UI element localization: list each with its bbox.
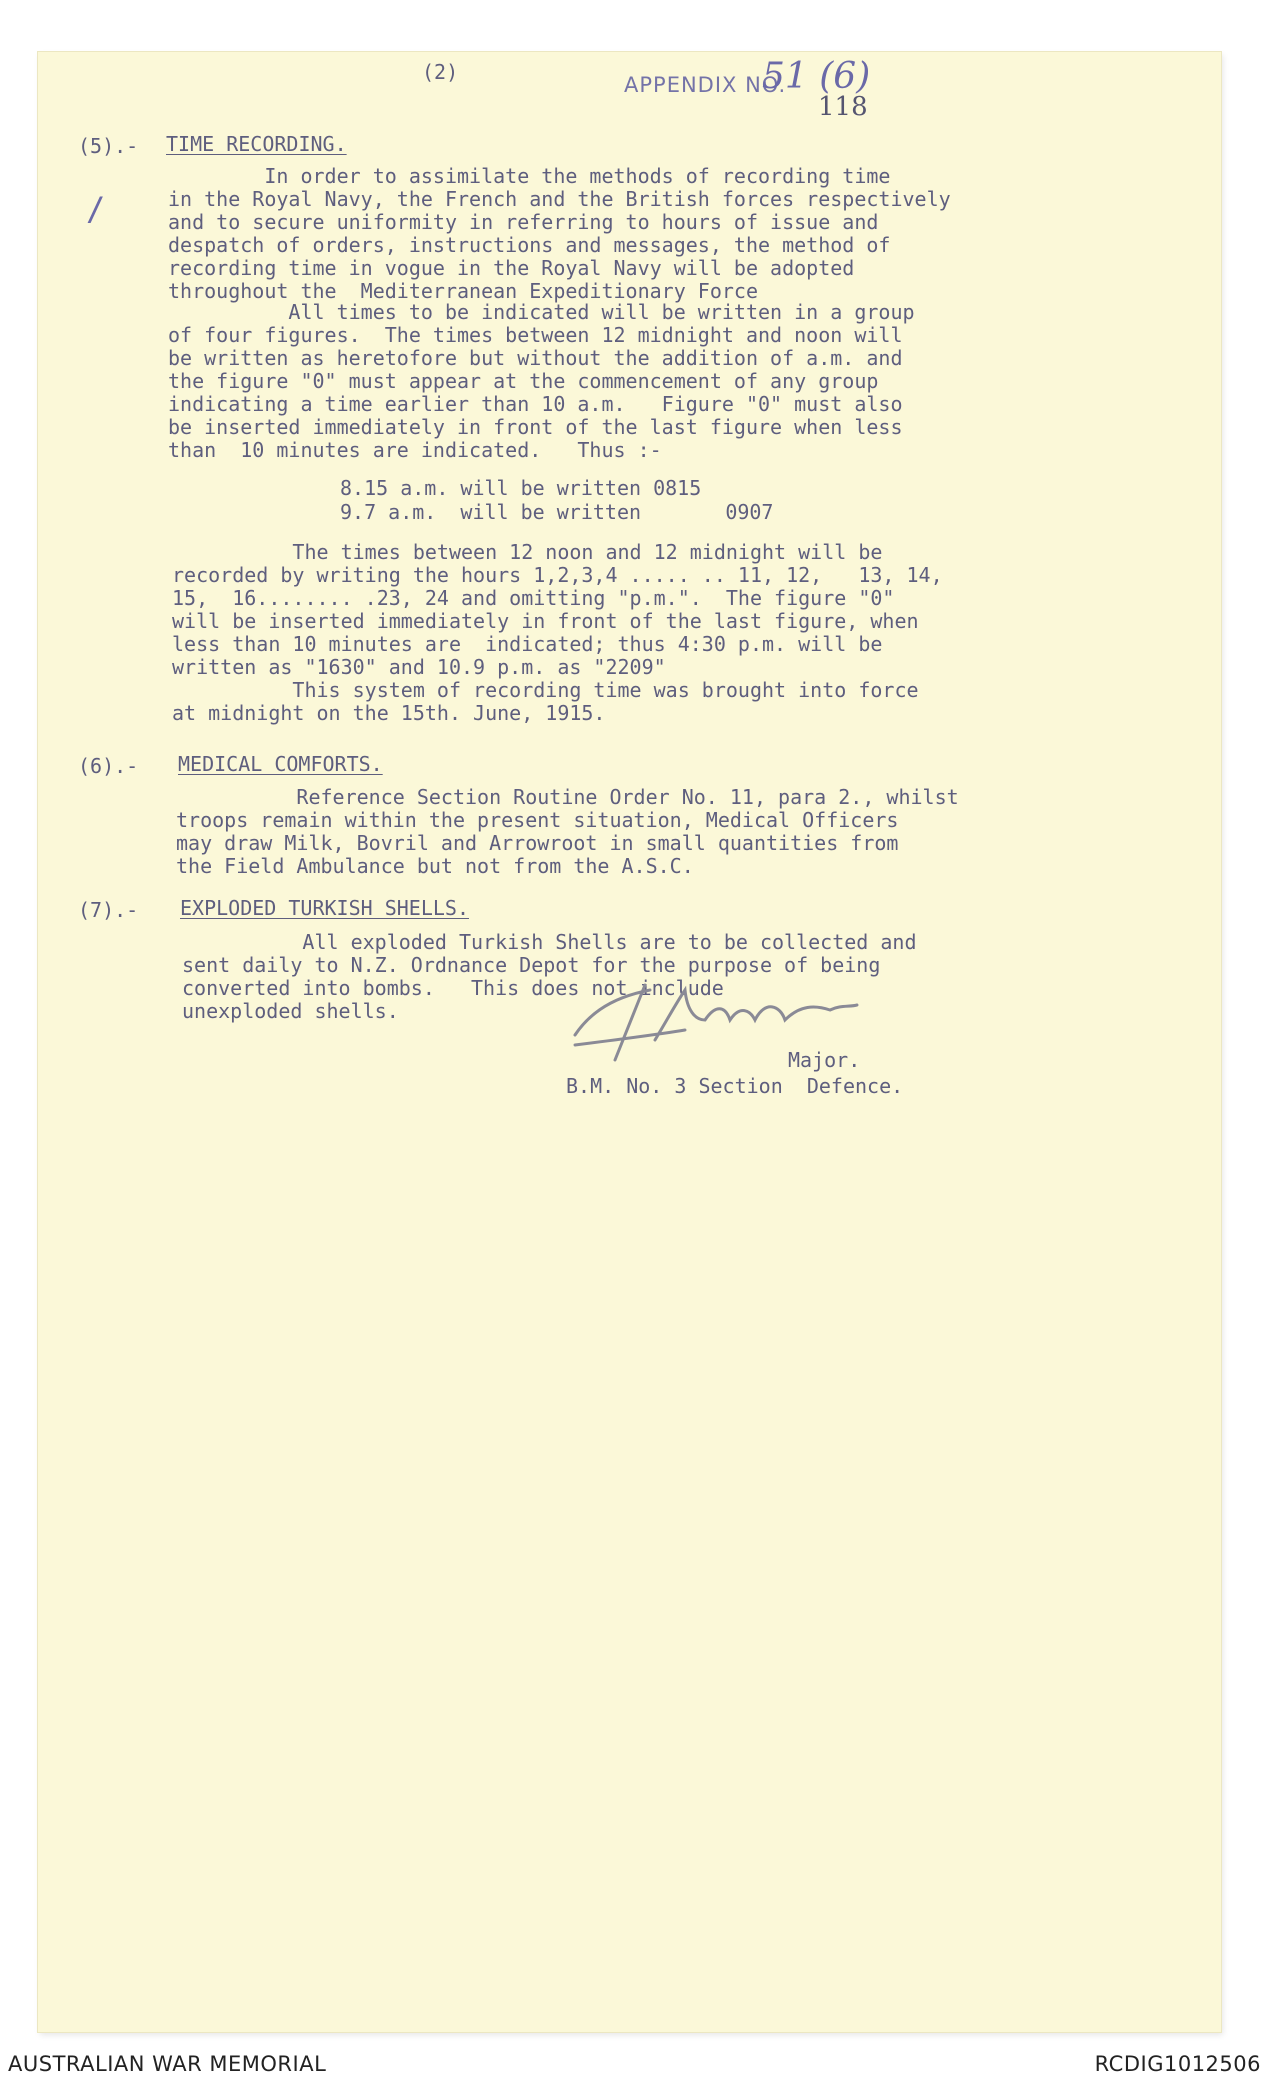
- body-line: will be inserted immediately in front of the last figure, when: [172, 609, 919, 633]
- body-line: despatch of orders, instructions and messages, the method of: [168, 233, 891, 257]
- body-line: than 10 minutes are indicated. Thus :-: [168, 438, 662, 462]
- appendix-handwritten-number: 51 (6): [762, 56, 871, 97]
- section-heading-medical-comforts: MEDICAL COMFORTS.: [178, 752, 383, 776]
- body-line: may draw Milk, Bovril and Arrowroot in small quantities from: [176, 831, 899, 855]
- body-line: the Field Ambulance but not from the A.S.C.: [176, 854, 694, 878]
- body-line: recorded by writing the hours 1,2,3,4 ..... .. 11, 12, 13, 14,: [172, 563, 943, 587]
- section-number-7: (7).-: [78, 898, 139, 922]
- example-line: 8.15 a.m. will be written 0815: [340, 476, 702, 500]
- body-line: Reference Section Routine Order No. 11, para 2., whilst: [176, 785, 959, 809]
- body-line: in the Royal Navy, the French and the British forces respectively: [168, 187, 951, 211]
- body-line: the figure "0" must appear at the commencement of any group: [168, 369, 879, 393]
- signature-appointment: B.M. No. 3 Section Defence.: [566, 1074, 904, 1098]
- body-line: at midnight on the 15th. June, 1915.: [172, 701, 606, 725]
- body-line: written as "1630" and 10.9 p.m. as "2209": [172, 655, 666, 679]
- section-heading-time-recording: TIME RECORDING.: [166, 132, 347, 156]
- footer-record-id: RCDIG1012506: [1094, 2052, 1261, 2076]
- body-line: In order to assimilate the methods of recording time: [168, 164, 891, 188]
- body-line: This system of recording time was brought into force: [172, 678, 919, 702]
- body-line: and to secure uniformity in referring to hours of issue and: [168, 210, 879, 234]
- section-number-5: (5).-: [78, 134, 139, 158]
- example-line: 9.7 a.m. will be written 0907: [340, 500, 774, 524]
- section-heading-exploded-turkish-shells: EXPLODED TURKISH SHELLS.: [180, 896, 469, 920]
- body-line: troops remain within the present situation, Medical Officers: [176, 808, 899, 832]
- margin-tick-mark: /: [86, 190, 106, 228]
- footer-archive-name: AUSTRALIAN WAR MEMORIAL: [8, 2052, 327, 2076]
- body-line: The times between 12 noon and 12 midnight will be: [172, 540, 883, 564]
- body-line: be written as heretofore but without the addition of a.m. and: [168, 346, 903, 370]
- page-number: (2): [422, 60, 459, 84]
- body-line: unexploded shells.: [182, 999, 399, 1023]
- body-line: All times to be indicated will be written in a group: [168, 300, 915, 324]
- body-line: converted into bombs. This does not include: [182, 976, 724, 1000]
- body-line: sent daily to N.Z. Ordnance Depot for the purpose of being: [182, 953, 881, 977]
- body-line: of four figures. The times between 12 midnight and noon will: [168, 323, 903, 347]
- body-line: recording time in vogue in the Royal Navy will be adopted: [168, 256, 855, 280]
- folio-number: 118: [818, 92, 868, 122]
- body-line: All exploded Turkish Shells are to be collected and: [182, 930, 917, 954]
- appendix-stamp: APPENDIX NO.: [624, 73, 787, 97]
- signature-rank: Major.: [788, 1048, 861, 1072]
- body-line: throughout the Mediterranean Expeditionary Force: [168, 279, 759, 303]
- body-line: less than 10 minutes are indicated; thus 4:30 p.m. will be: [172, 632, 883, 656]
- body-line: indicating a time earlier than 10 a.m. Figure "0" must also: [168, 392, 903, 416]
- body-line: 15, 16........ .23, 24 and omitting "p.m.". The figure "0": [172, 586, 895, 610]
- section-number-6: (6).-: [78, 754, 139, 778]
- body-line: be inserted immediately in front of the last figure when less: [168, 415, 903, 439]
